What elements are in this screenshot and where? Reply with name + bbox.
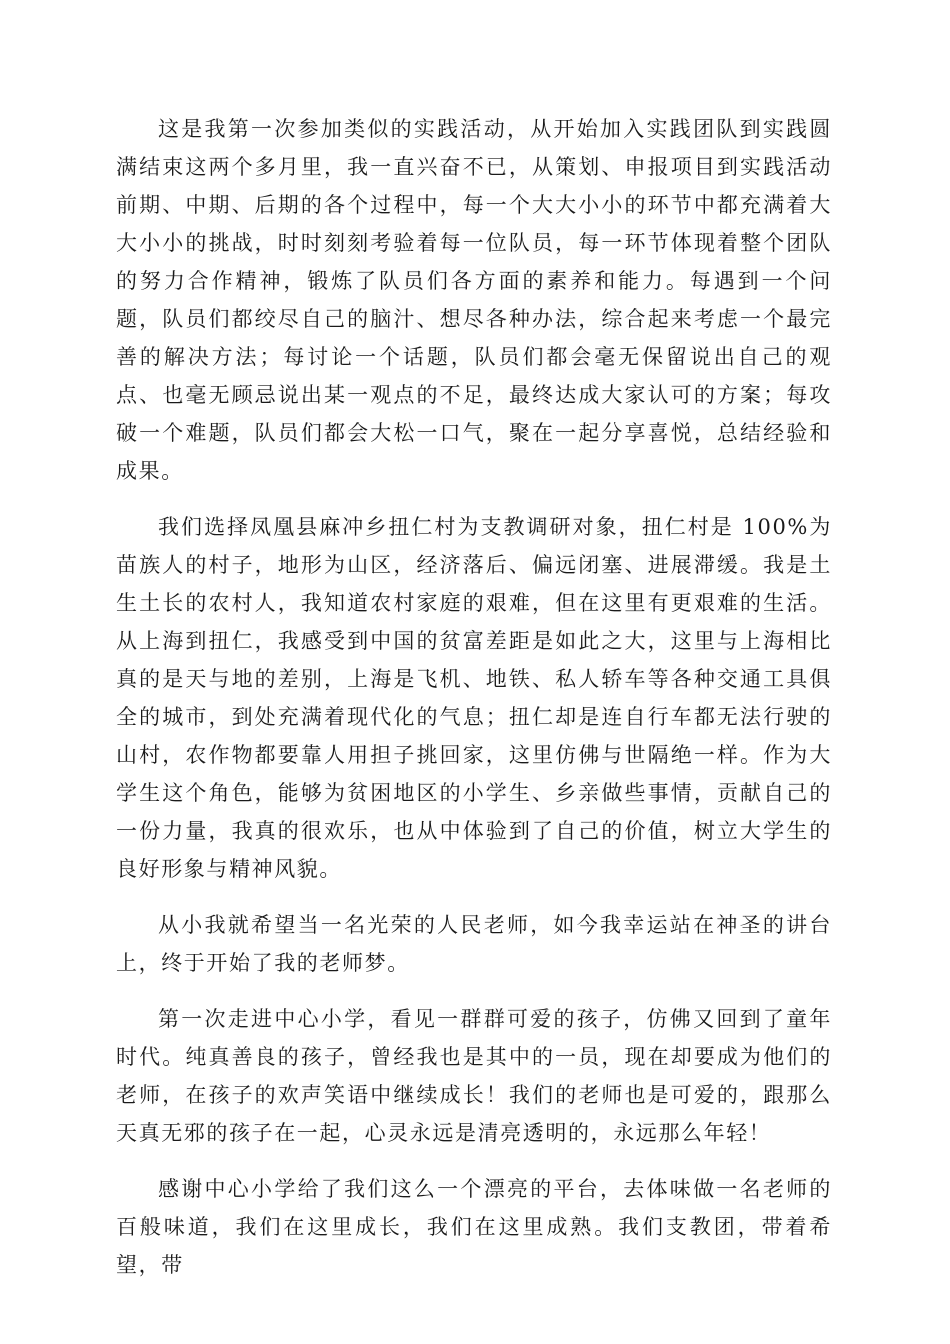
document-body xyxy=(116,110,832,1302)
paragraph-5: 感谢中心小学给了我们这么一个漂亮的平台，去体味做一名老师的百般味道，我们在这里成长，我们在这里成熟。我们支教团，带着希望，带 xyxy=(116,1177,832,1277)
paragraph-4: 第一次走进中心小学，看见一群群可爱的孩子，仿佛又回到了童年时代。纯真善良的孩子，曾经我也是其中的一员，现在却要成为他们的老师，在孩子的欢声笑语中继续成长！我们的老师也是可爱的，跟那么天真无邪的孩子在一起，心灵永远是清亮透明的，永远那么年轻！ xyxy=(116,1007,832,1145)
paragraph-2: 我们选择凤凰县麻冲乡扭仁村为支教调研对象，扭仁村是 100%为苗族人的村子，地形为山区，经济落后、偏远闭塞、进展滞缓。我是土生土长的农村人，我知道农村家庭的艰难，但在这里有更艰难的生活。从上海到扭仁，我感受到中国的贫富差距是如此之大，这里与上海相比真的是天与地的差别，上海是飞机、地铁、私人轿车等各种交通工具俱全的城市，到处充满着现代化的气息；扭仁却是连自行车都无法行驶的山村，农作物都要靠人用担子挑回家，这里仿佛与世隔绝一样。作为大学生这个角色，能够为贫困地区的小学生、乡亲做些事情，贡献自己的一份力量，我真的很欢乐，也从中体验到了自己的价值，树立大学生的良好形象与精神风貌。 xyxy=(116,515,832,881)
paragraph-1: 这是我第一次参加类似的实践活动，从开始加入实践团队到实践圆满结束这两个多月里，我一直兴奋不已，从策划、申报项目到实践活动前期、中期、后期的各个过程中，每一个大大小小的环节中都充满着大大小小的挑战，时时刻刻考验着每一位队员，每一环节体现着整个团队的努力合作精神，锻炼了队员们各方面的素养和能力。每遇到一个问题，队员们都绞尽自己的脑汁、想尽各种办法，综合起来考虑一个最完善的解决方法；每讨论一个话题，队员们都会毫无保留说出自己的观点、也毫无顾忌说出某一观点的不足，最终达成大家认可的方案；每攻破一个难题，队员们都会大松一口气，聚在一起分享喜悦，总结经验和成果。 xyxy=(116,117,832,483)
paragraph-3: 从小我就希望当一名光荣的人民老师，如今我幸运站在神圣的讲台上，终于开始了我的老师梦。 xyxy=(116,913,832,975)
